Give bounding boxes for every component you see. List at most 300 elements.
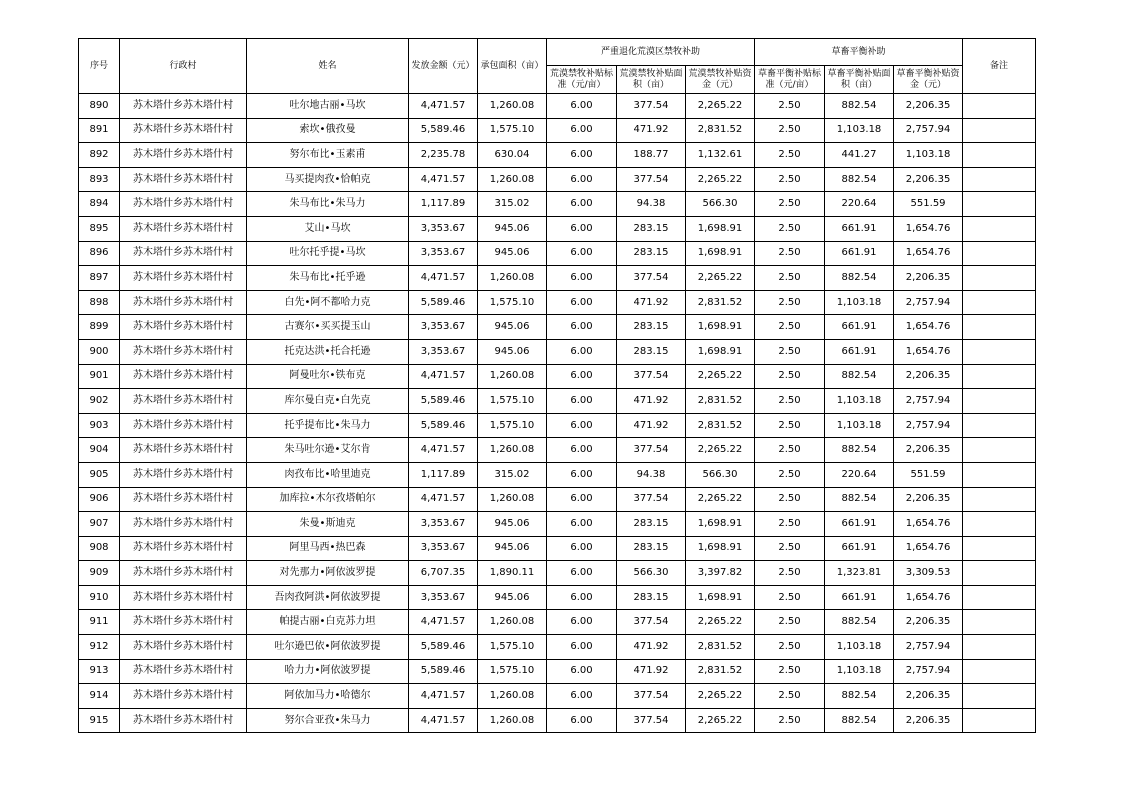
- cell-a-area: 377.54: [617, 94, 686, 119]
- cell-amount: 5,589.46: [409, 118, 478, 143]
- cell-b-fund: 2,757.94: [894, 635, 963, 660]
- cell-a-fund: 2,265.22: [686, 167, 755, 192]
- cell-a-area: 377.54: [617, 684, 686, 709]
- cell-a-fund: 1,698.91: [686, 585, 755, 610]
- cell-amount: 4,471.57: [409, 94, 478, 119]
- cell-a-fund: 2,831.52: [686, 290, 755, 315]
- cell-b-fund: 3,309.53: [894, 561, 963, 586]
- cell-village: 苏木塔什乡苏木塔什村: [120, 684, 247, 709]
- cell-name: 朱马布比•朱马力: [247, 192, 409, 217]
- cell-a-fund: 566.30: [686, 192, 755, 217]
- cell-village: 苏木塔什乡苏木塔什村: [120, 561, 247, 586]
- cell-b-area: 661.91: [825, 241, 894, 266]
- cell-a-standard: 6.00: [547, 315, 617, 340]
- table-row: [79, 610, 1036, 635]
- cell-a-area: 471.92: [617, 413, 686, 438]
- cell-a-standard: 6.00: [547, 512, 617, 537]
- cell-area: 1,260.08: [478, 167, 547, 192]
- cell-b-fund: 2,206.35: [894, 610, 963, 635]
- cell-area: 945.06: [478, 585, 547, 610]
- cell-amount: 3,353.67: [409, 585, 478, 610]
- cell-b-fund: 1,654.76: [894, 339, 963, 364]
- header-name: 姓名: [247, 39, 409, 94]
- cell-a-area: 471.92: [617, 389, 686, 414]
- cell-village: 苏木塔什乡苏木塔什村: [120, 585, 247, 610]
- cell-remark: [963, 241, 1036, 266]
- cell-village: 苏木塔什乡苏木塔什村: [120, 167, 247, 192]
- cell-village: 苏木塔什乡苏木塔什村: [120, 143, 247, 168]
- cell-seq: 893: [79, 167, 120, 192]
- cell-amount: 3,353.67: [409, 241, 478, 266]
- cell-a-fund: 1,698.91: [686, 512, 755, 537]
- cell-a-fund: 1,698.91: [686, 339, 755, 364]
- cell-remark: [963, 167, 1036, 192]
- cell-b-area: 661.91: [825, 512, 894, 537]
- cell-seq: 906: [79, 487, 120, 512]
- cell-area: 945.06: [478, 216, 547, 241]
- cell-a-fund: 2,831.52: [686, 635, 755, 660]
- cell-a-area: 94.38: [617, 192, 686, 217]
- cell-area: 1,890.11: [478, 561, 547, 586]
- cell-b-fund: 2,206.35: [894, 684, 963, 709]
- cell-b-fund: 1,654.76: [894, 512, 963, 537]
- table-row: [79, 659, 1036, 684]
- cell-area: 1,575.10: [478, 118, 547, 143]
- cell-a-fund: 1,132.61: [686, 143, 755, 168]
- cell-a-standard: 6.00: [547, 266, 617, 291]
- cell-area: 1,260.08: [478, 94, 547, 119]
- cell-a-fund: 2,831.52: [686, 413, 755, 438]
- cell-a-area: 188.77: [617, 143, 686, 168]
- cell-seq: 899: [79, 315, 120, 340]
- cell-b-fund: 1,654.76: [894, 216, 963, 241]
- cell-b-area: 882.54: [825, 610, 894, 635]
- cell-b-area: 661.91: [825, 339, 894, 364]
- cell-area: 1,575.10: [478, 659, 547, 684]
- cell-seq: 892: [79, 143, 120, 168]
- cell-a-standard: 6.00: [547, 339, 617, 364]
- cell-village: 苏木塔什乡苏木塔什村: [120, 536, 247, 561]
- cell-seq: 910: [79, 585, 120, 610]
- table-row: [79, 684, 1036, 709]
- cell-b-area: 441.27: [825, 143, 894, 168]
- cell-a-fund: 2,265.22: [686, 708, 755, 733]
- cell-area: 945.06: [478, 339, 547, 364]
- cell-b-standard: 2.50: [755, 585, 825, 610]
- table-row: [79, 585, 1036, 610]
- table-row: [79, 536, 1036, 561]
- cell-a-fund: 1,698.91: [686, 241, 755, 266]
- cell-b-standard: 2.50: [755, 512, 825, 537]
- cell-b-standard: 2.50: [755, 290, 825, 315]
- cell-name: 朱曼•斯迪克: [247, 512, 409, 537]
- cell-village: 苏木塔什乡苏木塔什村: [120, 118, 247, 143]
- cell-seq: 905: [79, 462, 120, 487]
- cell-b-standard: 2.50: [755, 266, 825, 291]
- cell-remark: [963, 118, 1036, 143]
- cell-a-area: 377.54: [617, 487, 686, 512]
- header-area: 承包面积（亩）: [478, 39, 547, 94]
- cell-area: 945.06: [478, 512, 547, 537]
- cell-a-standard: 6.00: [547, 561, 617, 586]
- cell-amount: 3,353.67: [409, 216, 478, 241]
- cell-remark: [963, 339, 1036, 364]
- cell-remark: [963, 610, 1036, 635]
- cell-b-standard: 2.50: [755, 659, 825, 684]
- cell-village: 苏木塔什乡苏木塔什村: [120, 94, 247, 119]
- cell-name: 古赛尔•买买提玉山: [247, 315, 409, 340]
- header-group-grass-livestock-balance: 草畜平衡补助: [755, 39, 963, 66]
- cell-a-area: 283.15: [617, 315, 686, 340]
- cell-a-area: 377.54: [617, 167, 686, 192]
- cell-remark: [963, 487, 1036, 512]
- cell-b-standard: 2.50: [755, 339, 825, 364]
- table-row: [79, 118, 1036, 143]
- header-b-area: 草畜平衡补贴面积（亩）: [825, 66, 894, 94]
- cell-b-area: 661.91: [825, 216, 894, 241]
- cell-name: 托克达洪•托合托逊: [247, 339, 409, 364]
- cell-b-fund: 2,206.35: [894, 167, 963, 192]
- cell-a-area: 283.15: [617, 241, 686, 266]
- cell-name: 哈力力•阿依波罗提: [247, 659, 409, 684]
- cell-area: 1,575.10: [478, 389, 547, 414]
- cell-remark: [963, 635, 1036, 660]
- cell-seq: 902: [79, 389, 120, 414]
- cell-amount: 3,353.67: [409, 315, 478, 340]
- cell-amount: 4,471.57: [409, 708, 478, 733]
- cell-village: 苏木塔什乡苏木塔什村: [120, 512, 247, 537]
- cell-a-standard: 6.00: [547, 241, 617, 266]
- cell-remark: [963, 512, 1036, 537]
- cell-amount: 4,471.57: [409, 167, 478, 192]
- cell-seq: 891: [79, 118, 120, 143]
- cell-name: 吾肉孜阿洪•阿依波罗提: [247, 585, 409, 610]
- cell-a-standard: 6.00: [547, 413, 617, 438]
- cell-b-area: 1,103.18: [825, 118, 894, 143]
- cell-b-area: 882.54: [825, 167, 894, 192]
- cell-seq: 914: [79, 684, 120, 709]
- cell-area: 945.06: [478, 536, 547, 561]
- cell-b-standard: 2.50: [755, 487, 825, 512]
- cell-area: 1,575.10: [478, 635, 547, 660]
- cell-b-standard: 2.50: [755, 216, 825, 241]
- header-b-standard: 草畜平衡补贴标准（元/亩）: [755, 66, 825, 94]
- cell-a-standard: 6.00: [547, 143, 617, 168]
- cell-a-area: 377.54: [617, 610, 686, 635]
- cell-seq: 907: [79, 512, 120, 537]
- table-row: [79, 462, 1036, 487]
- cell-remark: [963, 389, 1036, 414]
- cell-a-fund: 2,265.22: [686, 266, 755, 291]
- table-row: [79, 487, 1036, 512]
- cell-amount: 5,589.46: [409, 635, 478, 660]
- table-row: [79, 290, 1036, 315]
- cell-b-area: 882.54: [825, 94, 894, 119]
- cell-b-standard: 2.50: [755, 315, 825, 340]
- cell-area: 630.04: [478, 143, 547, 168]
- cell-a-fund: 2,831.52: [686, 118, 755, 143]
- table-row: [79, 143, 1036, 168]
- header-seq: 序号: [79, 39, 120, 94]
- cell-remark: [963, 364, 1036, 389]
- cell-name: 努尔合亚孜•朱马力: [247, 708, 409, 733]
- cell-b-area: 1,103.18: [825, 659, 894, 684]
- cell-a-fund: 566.30: [686, 462, 755, 487]
- cell-village: 苏木塔什乡苏木塔什村: [120, 708, 247, 733]
- cell-remark: [963, 659, 1036, 684]
- cell-a-area: 94.38: [617, 462, 686, 487]
- cell-village: 苏木塔什乡苏木塔什村: [120, 216, 247, 241]
- cell-area: 315.02: [478, 462, 547, 487]
- cell-seq: 903: [79, 413, 120, 438]
- cell-a-fund: 1,698.91: [686, 536, 755, 561]
- cell-a-area: 283.15: [617, 585, 686, 610]
- cell-name: 阿曼吐尔•铁布克: [247, 364, 409, 389]
- cell-b-fund: 2,757.94: [894, 413, 963, 438]
- cell-b-fund: 1,654.76: [894, 536, 963, 561]
- cell-b-fund: 1,103.18: [894, 143, 963, 168]
- cell-b-fund: 551.59: [894, 192, 963, 217]
- cell-a-standard: 6.00: [547, 216, 617, 241]
- cell-name: 加库拉•木尔孜塔帕尔: [247, 487, 409, 512]
- cell-a-standard: 6.00: [547, 635, 617, 660]
- cell-village: 苏木塔什乡苏木塔什村: [120, 192, 247, 217]
- cell-area: 1,260.08: [478, 684, 547, 709]
- cell-a-area: 471.92: [617, 290, 686, 315]
- cell-b-area: 882.54: [825, 438, 894, 463]
- cell-b-standard: 2.50: [755, 94, 825, 119]
- header-group-desert-grazing-ban: 严重退化荒漠区禁牧补助: [547, 39, 755, 66]
- cell-a-standard: 6.00: [547, 389, 617, 414]
- cell-b-fund: 1,654.76: [894, 585, 963, 610]
- table-header: [79, 39, 1036, 94]
- cell-seq: 915: [79, 708, 120, 733]
- cell-b-area: 661.91: [825, 536, 894, 561]
- cell-village: 苏木塔什乡苏木塔什村: [120, 290, 247, 315]
- cell-b-area: 220.64: [825, 462, 894, 487]
- cell-remark: [963, 413, 1036, 438]
- table-row: [79, 241, 1036, 266]
- cell-name: 白先•阿不都哈力克: [247, 290, 409, 315]
- cell-a-standard: 6.00: [547, 610, 617, 635]
- cell-a-area: 377.54: [617, 266, 686, 291]
- cell-area: 1,260.08: [478, 364, 547, 389]
- cell-b-fund: 2,206.35: [894, 708, 963, 733]
- cell-b-standard: 2.50: [755, 364, 825, 389]
- cell-b-fund: 2,206.35: [894, 266, 963, 291]
- cell-name: 艾山•马坎: [247, 216, 409, 241]
- cell-remark: [963, 315, 1036, 340]
- table-row: [79, 167, 1036, 192]
- cell-remark: [963, 561, 1036, 586]
- cell-a-standard: 6.00: [547, 167, 617, 192]
- cell-village: 苏木塔什乡苏木塔什村: [120, 610, 247, 635]
- table-row: [79, 635, 1036, 660]
- cell-b-fund: 551.59: [894, 462, 963, 487]
- cell-b-standard: 2.50: [755, 118, 825, 143]
- table-body: [79, 94, 1036, 733]
- cell-b-fund: 2,206.35: [894, 487, 963, 512]
- table-row: [79, 192, 1036, 217]
- cell-name: 托乎提布比•朱马力: [247, 413, 409, 438]
- cell-amount: 6,707.35: [409, 561, 478, 586]
- cell-b-area: 661.91: [825, 315, 894, 340]
- cell-village: 苏木塔什乡苏木塔什村: [120, 315, 247, 340]
- cell-seq: 895: [79, 216, 120, 241]
- cell-a-standard: 6.00: [547, 438, 617, 463]
- cell-a-area: 377.54: [617, 364, 686, 389]
- cell-a-fund: 2,265.22: [686, 684, 755, 709]
- table-row: [79, 438, 1036, 463]
- cell-b-fund: 2,757.94: [894, 659, 963, 684]
- cell-area: 945.06: [478, 241, 547, 266]
- cell-b-fund: 2,206.35: [894, 364, 963, 389]
- cell-area: 1,260.08: [478, 708, 547, 733]
- cell-seq: 890: [79, 94, 120, 119]
- header-a-standard: 荒漠禁牧补贴标准（元/亩）: [547, 66, 617, 94]
- cell-name: 吐尔托乎提•马坎: [247, 241, 409, 266]
- cell-b-area: 1,103.18: [825, 413, 894, 438]
- cell-village: 苏木塔什乡苏木塔什村: [120, 462, 247, 487]
- cell-b-standard: 2.50: [755, 192, 825, 217]
- cell-amount: 1,117.89: [409, 462, 478, 487]
- cell-b-standard: 2.50: [755, 536, 825, 561]
- cell-a-standard: 6.00: [547, 659, 617, 684]
- cell-village: 苏木塔什乡苏木塔什村: [120, 389, 247, 414]
- cell-area: 1,260.08: [478, 487, 547, 512]
- cell-a-fund: 2,265.22: [686, 94, 755, 119]
- cell-seq: 898: [79, 290, 120, 315]
- cell-village: 苏木塔什乡苏木塔什村: [120, 339, 247, 364]
- table-row: [79, 413, 1036, 438]
- cell-amount: 5,589.46: [409, 389, 478, 414]
- table-row: [79, 266, 1036, 291]
- cell-amount: 1,117.89: [409, 192, 478, 217]
- cell-amount: 4,471.57: [409, 364, 478, 389]
- cell-name: 朱马吐尔逊•艾尔肯: [247, 438, 409, 463]
- table-row: [79, 389, 1036, 414]
- table-row: [79, 364, 1036, 389]
- cell-seq: 896: [79, 241, 120, 266]
- cell-a-standard: 6.00: [547, 536, 617, 561]
- cell-seq: 897: [79, 266, 120, 291]
- table-row: [79, 561, 1036, 586]
- cell-village: 苏木塔什乡苏木塔什村: [120, 413, 247, 438]
- cell-a-area: 283.15: [617, 512, 686, 537]
- cell-b-standard: 2.50: [755, 708, 825, 733]
- cell-remark: [963, 536, 1036, 561]
- cell-a-standard: 6.00: [547, 585, 617, 610]
- cell-area: 1,575.10: [478, 290, 547, 315]
- cell-name: 索坎•俄孜曼: [247, 118, 409, 143]
- cell-village: 苏木塔什乡苏木塔什村: [120, 364, 247, 389]
- cell-b-fund: 1,654.76: [894, 241, 963, 266]
- cell-area: 945.06: [478, 315, 547, 340]
- cell-a-area: 566.30: [617, 561, 686, 586]
- cell-remark: [963, 684, 1036, 709]
- cell-area: 1,260.08: [478, 610, 547, 635]
- cell-b-area: 882.54: [825, 684, 894, 709]
- cell-b-fund: 2,757.94: [894, 118, 963, 143]
- cell-a-fund: 2,265.22: [686, 487, 755, 512]
- cell-seq: 911: [79, 610, 120, 635]
- cell-name: 马买提肉孜•恰帕克: [247, 167, 409, 192]
- cell-remark: [963, 192, 1036, 217]
- cell-amount: 5,589.46: [409, 659, 478, 684]
- table-row: [79, 94, 1036, 119]
- cell-b-standard: 2.50: [755, 241, 825, 266]
- cell-b-fund: 2,757.94: [894, 389, 963, 414]
- cell-a-standard: 6.00: [547, 684, 617, 709]
- cell-amount: 4,471.57: [409, 438, 478, 463]
- cell-remark: [963, 438, 1036, 463]
- cell-amount: 2,235.78: [409, 143, 478, 168]
- header-amount: 发放金额（元）: [409, 39, 478, 94]
- cell-b-fund: 2,757.94: [894, 290, 963, 315]
- cell-a-fund: 3,397.82: [686, 561, 755, 586]
- cell-b-standard: 2.50: [755, 684, 825, 709]
- cell-village: 苏木塔什乡苏木塔什村: [120, 659, 247, 684]
- cell-b-area: 1,323.81: [825, 561, 894, 586]
- cell-amount: 4,471.57: [409, 610, 478, 635]
- cell-b-area: 882.54: [825, 708, 894, 733]
- cell-b-standard: 2.50: [755, 413, 825, 438]
- cell-b-area: 1,103.18: [825, 290, 894, 315]
- cell-b-standard: 2.50: [755, 610, 825, 635]
- cell-seq: 912: [79, 635, 120, 660]
- cell-a-fund: 1,698.91: [686, 216, 755, 241]
- cell-seq: 900: [79, 339, 120, 364]
- cell-amount: 5,589.46: [409, 413, 478, 438]
- cell-a-area: 471.92: [617, 118, 686, 143]
- cell-b-area: 220.64: [825, 192, 894, 217]
- cell-a-standard: 6.00: [547, 487, 617, 512]
- cell-amount: 4,471.57: [409, 266, 478, 291]
- cell-a-standard: 6.00: [547, 462, 617, 487]
- cell-name: 阿里马西•热巴森: [247, 536, 409, 561]
- cell-seq: 909: [79, 561, 120, 586]
- table-row: [79, 315, 1036, 340]
- cell-village: 苏木塔什乡苏木塔什村: [120, 487, 247, 512]
- cell-a-standard: 6.00: [547, 118, 617, 143]
- cell-a-fund: 1,698.91: [686, 315, 755, 340]
- cell-b-area: 1,103.18: [825, 635, 894, 660]
- cell-seq: 901: [79, 364, 120, 389]
- cell-amount: 3,353.67: [409, 536, 478, 561]
- cell-remark: [963, 216, 1036, 241]
- cell-seq: 913: [79, 659, 120, 684]
- header-b-fund: 草畜平衡补贴资金（元）: [894, 66, 963, 94]
- cell-name: 努尔布比•玉素甫: [247, 143, 409, 168]
- cell-b-fund: 2,206.35: [894, 94, 963, 119]
- cell-a-area: 283.15: [617, 536, 686, 561]
- cell-amount: 3,353.67: [409, 512, 478, 537]
- cell-remark: [963, 290, 1036, 315]
- cell-a-area: 283.15: [617, 216, 686, 241]
- header-village: 行政村: [120, 39, 247, 94]
- cell-area: 1,260.08: [478, 266, 547, 291]
- cell-b-fund: 2,206.35: [894, 438, 963, 463]
- cell-b-standard: 2.50: [755, 462, 825, 487]
- cell-a-area: 471.92: [617, 635, 686, 660]
- cell-a-standard: 6.00: [547, 708, 617, 733]
- cell-name: 帕提古丽•白克苏力坦: [247, 610, 409, 635]
- cell-amount: 3,353.67: [409, 339, 478, 364]
- cell-seq: 908: [79, 536, 120, 561]
- cell-b-area: 882.54: [825, 364, 894, 389]
- cell-area: 1,575.10: [478, 413, 547, 438]
- cell-amount: 5,589.46: [409, 290, 478, 315]
